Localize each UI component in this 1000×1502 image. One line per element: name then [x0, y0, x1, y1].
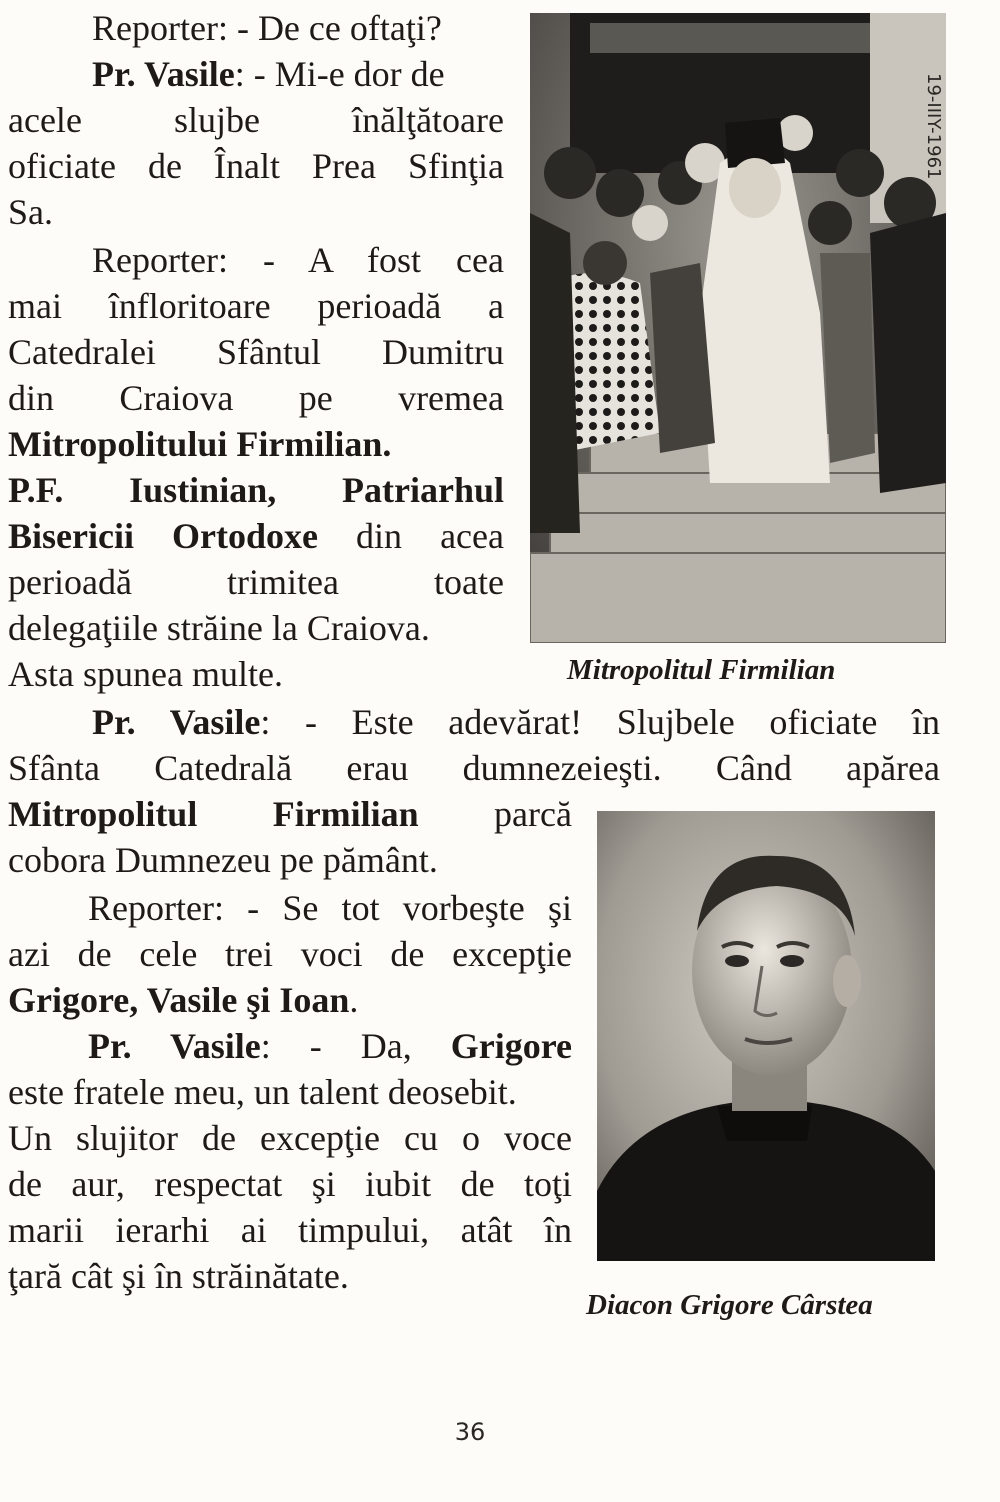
- text-line: din Craiova pe vremea: [8, 378, 504, 418]
- text-line: cobora Dumnezeu pe pământ.: [8, 840, 438, 880]
- text-line: Sfânta Catedrală erau dumnezeieşti. Când apărea: [8, 748, 940, 788]
- text-line-vasile-1: Pr. Vasile: - Mi-e dor de: [92, 54, 445, 94]
- text-line-bold: Mitropolitului Firmilian.: [8, 424, 392, 464]
- text-line: Sa.: [8, 192, 53, 232]
- text-line: Bisericii Ortodoxe din acea: [8, 516, 504, 556]
- text-line: azi de cele trei voci de excepţie: [8, 934, 572, 974]
- text-line: mai înfloritoare perioadă a: [8, 286, 504, 326]
- photo-metropolitan-firmilian: [530, 13, 946, 643]
- text-line-reporter-3: Reporter: - Se tot vorbeşte şi: [88, 888, 572, 928]
- text-line: Asta spunea multe.: [8, 654, 283, 694]
- caption-photo-2: Diacon Grigore Cârstea: [586, 1289, 873, 1321]
- text-line: oficiate de Înalt Prea Sfinţia: [8, 146, 504, 186]
- svg-text:19-IIIY-1961: 19-IIIY-1961: [923, 73, 944, 180]
- text-line: acele slujbe înălţătoare: [8, 100, 504, 140]
- text-line: Mitropolitul Firmilian parcă: [8, 794, 572, 834]
- text-line: Catedralei Sfântul Dumitru: [8, 332, 504, 372]
- text-line: delegaţiile străine la Craiova.: [8, 608, 430, 648]
- page-number: 36: [454, 1418, 486, 1446]
- caption-photo-1: Mitropolitul Firmilian: [567, 654, 836, 686]
- text-line-bold: P.F. Iustinian, Patriarhul: [8, 470, 504, 510]
- text-line-bold: Grigore, Vasile şi Ioan.: [8, 980, 359, 1020]
- photo-deacon-grigore-carstea: [597, 811, 935, 1261]
- text-line: marii ierarhi ai timpului, atât în: [8, 1210, 572, 1250]
- text-line: perioadă trimitea toate: [8, 562, 504, 602]
- text-line: de aur, respectat şi iubit de toţi: [8, 1164, 572, 1204]
- text-line-reporter-2: Reporter: - A fost cea: [92, 240, 504, 280]
- text-line: ţară cât şi în străinătate.: [8, 1256, 349, 1296]
- text-line-vasile-3: Pr. Vasile: - Da, Grigore: [88, 1026, 573, 1066]
- text-line: Un slujitor de excepţie cu o voce: [8, 1118, 572, 1158]
- text-line-reporter-1: Reporter: - De ce oftaţi?: [92, 8, 442, 48]
- text-line-vasile-2: Pr. Vasile: - Este adevărat! Slujbele oficiate în: [92, 702, 941, 742]
- text-line: este fratele meu, un talent deosebit.: [8, 1072, 517, 1112]
